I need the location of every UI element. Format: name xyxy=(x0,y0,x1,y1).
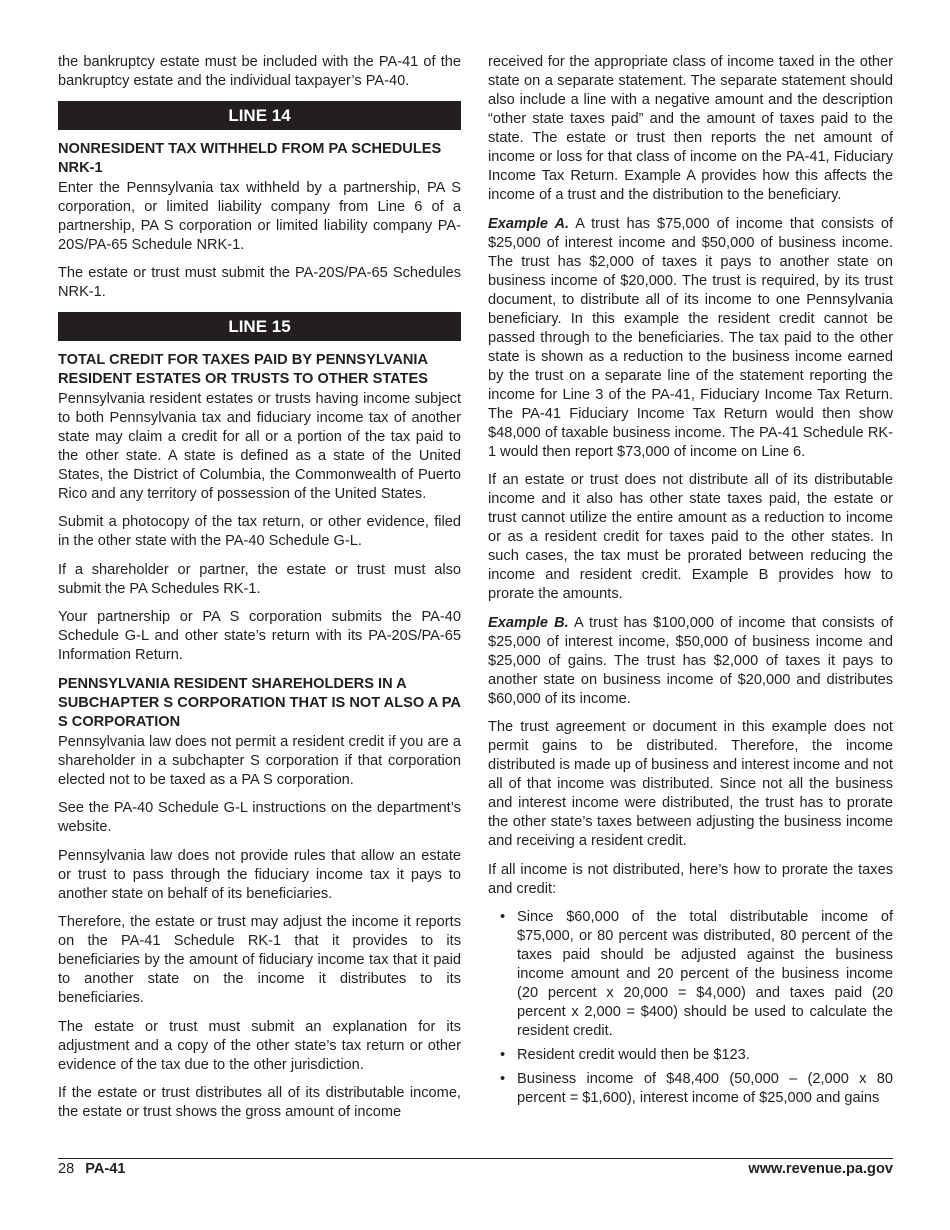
form-name: PA-41 xyxy=(85,1161,126,1177)
line-14-paragraph: The estate or trust must submit the PA-20S/PA-65 Schedules NRK-1. xyxy=(58,265,461,300)
left-column xyxy=(58,53,461,1132)
bullet-item: • Since $60,000 of the total distributable income of $75,000, or 80 percent was distributed, 80 percent of the taxes paid should be adjusted against the business income amount and 20 percent of the business income (20 percent x 20,000 = $4,000) and taxes paid (20 percent x 2,000 = $400) should be used to calculate the resident credit. xyxy=(488,908,893,1041)
proration-bullet-list xyxy=(488,908,893,1108)
line-15-paragraph: Pennsylvania law does not provide rules that allow an estate or trust to pass through the fiduciary income tax it pays to another state on behalf of its beneficiaries. xyxy=(58,847,461,902)
footer-page-info xyxy=(58,1160,126,1179)
example-a-paragraph xyxy=(488,215,893,462)
line-15-paragraph: The estate or trust must submit an explanation for its adjustment and a copy of the other state’s tax return or other evidence of the tax due to the other jurisdiction. xyxy=(58,1018,461,1073)
right-column xyxy=(488,53,893,1113)
line-15-heading: TOTAL CREDIT FOR TAXES PAID BY PENNSYLVANIA RESIDENT ESTATES OR TRUSTS TO OTHER STATES xyxy=(58,351,429,387)
bullet-item: • Resident credit would then be $123. xyxy=(488,1046,893,1065)
line-15-paragraph: If the estate or trust distributes all of its distributable income, the estate or trust shows the gross amount of income xyxy=(58,1085,461,1120)
prorate-intro-paragraph: If all income is not distributed, here’s how to prorate the taxes and credit: xyxy=(488,861,893,897)
example-b-label: Example B. xyxy=(488,614,569,631)
line-15-band: LINE 15 xyxy=(58,312,461,341)
line-15-paragraph: If a shareholder or partner, the estate or trust must also submit the PA Schedules RK-1. xyxy=(58,561,461,597)
intro-paragraph: the bankruptcy estate must be included with the PA-41 of the bankruptcy estate and the individual taxpayer’s PA-40. xyxy=(58,54,461,89)
continuation-paragraph: received for the appropriate class of income taxed in the other state on a separate statement. The separate statement should also include a line with a negative amount and the description “other state taxes paid” and the amount of taxes paid to the state. The estate or trust then reports the net amount of income or loss for that class of income on the PA-41, Fiduciary Income Tax Return. Example A provides how this affects the income of a trust and the distribution to the beneficiary. xyxy=(488,54,893,203)
example-a-text: A trust has $75,000 of income that consists of $25,000 of interest income and $50,000 of business income. The trust has $2,000 of taxes it pays to another state on business income of $20,000. The trust is required, by its trust document, to distribute all of its income to one Pennsylvania beneficiary. In this example the resident credit cannot be passed through to the beneficiaries. The tax paid to the other state is shown as a reduction to the business income earned by the trust on a separate line of the statement reporting the income for Line 3 of the PA-41, Fiduciary Income Tax Return. The PA-41 Fiduciary Income Tax Return would then show $48,000 of taxable business income. The PA-41 Schedule RK-1 would then report $73,000 of income on Line 6. xyxy=(488,215,893,460)
line-14-heading: NONRESIDENT TAX WITHHELD FROM PA SCHEDULES NRK-1 xyxy=(58,140,442,176)
example-a-label: Example A. xyxy=(488,215,570,232)
website-url: www.revenue.pa.gov xyxy=(748,1161,893,1177)
page-footer xyxy=(58,1158,893,1177)
line-15-paragraph: See the PA-40 Schedule G-L instructions on the department’s website. xyxy=(58,800,461,835)
proration-paragraph: If an estate or trust does not distribute all of its distributable income and it also has other state taxes paid, the estate or trust cannot utilize the entire amount as a reduction to income or as a resident credit for taxes paid to the other states. In such cases, the tax must be prorated between reducing the income and resident credit. Example B provides how to prorate the amounts. xyxy=(488,472,893,602)
example-b-text: A trust has $100,000 of income that consists of $25,000 of interest income, $50,000 of business income and $25,000 of gains. The trust has $2,000 of taxes it pays to another state on business income of $20,000 and distributes $60,000 of its income. xyxy=(488,614,893,707)
bullet-item: • Business income of $48,400 (50,000 – (2,000 x 80 percent = $1,600), interest income of $25,000 and gains xyxy=(488,1070,893,1108)
page-number: 28 xyxy=(58,1161,75,1177)
subchapter-s-heading: PENNSYLVANIA RESIDENT SHAREHOLDERS IN A SUBCHAPTER S CORPORATION THAT IS NOT ALSO A PA S CORPORATION xyxy=(58,675,461,730)
line-15-paragraph: Pennsylvania law does not permit a resident credit if you are a shareholder in a subchapter S corporation if that corporation elected not to be taxed as a PA S corporation. xyxy=(58,733,461,788)
line-14-band: LINE 14 xyxy=(58,101,461,130)
example-b-paragraph xyxy=(488,614,893,709)
trust-agreement-paragraph: The trust agreement or document in this example does not permit gains to be distributed. Therefore, the income distributed is made up of business and interest income and not all of that income was distributed. Since not all the business and interest income were distributed, the trust has to prorate the other state’s taxes between adjusting the business income and receiving a resident credit. xyxy=(488,719,893,849)
line-15-paragraph: Pennsylvania resident estates or trusts having income subject to both Pennsylvania tax and fiduciary income tax of another state may claim a credit for all or a portion of the tax paid to the other state. A state is defined as a state of the United States, the District of Columbia, the Commonwealth of Puerto Rico and any territory of possession of the United States. xyxy=(58,390,461,502)
line-15-paragraph: Submit a photocopy of the tax return, or other evidence, filed in the other state with the PA-40 Schedule G-L. xyxy=(58,514,461,549)
line-15-paragraph: Therefore, the estate or trust may adjust the income it reports on the PA-41 Schedule RK-1 that it provides to its beneficiaries by the amount of fiduciary income tax that it paid to another state on the income it distributes to its beneficiaries. xyxy=(58,914,461,1006)
line-15-paragraph: Your partnership or PA S corporation submits the PA-40 Schedule G-L and other state’s return with its PA-20S/PA-65 Information Return. xyxy=(58,609,461,663)
line-14-paragraph: Enter the Pennsylvania tax withheld by a partnership, PA S corporation, or limited liability company from Line 6 of a partnership, PA S corporation or limited liability company PA-20S/PA-65 Schedule NRK-1. xyxy=(58,179,461,253)
